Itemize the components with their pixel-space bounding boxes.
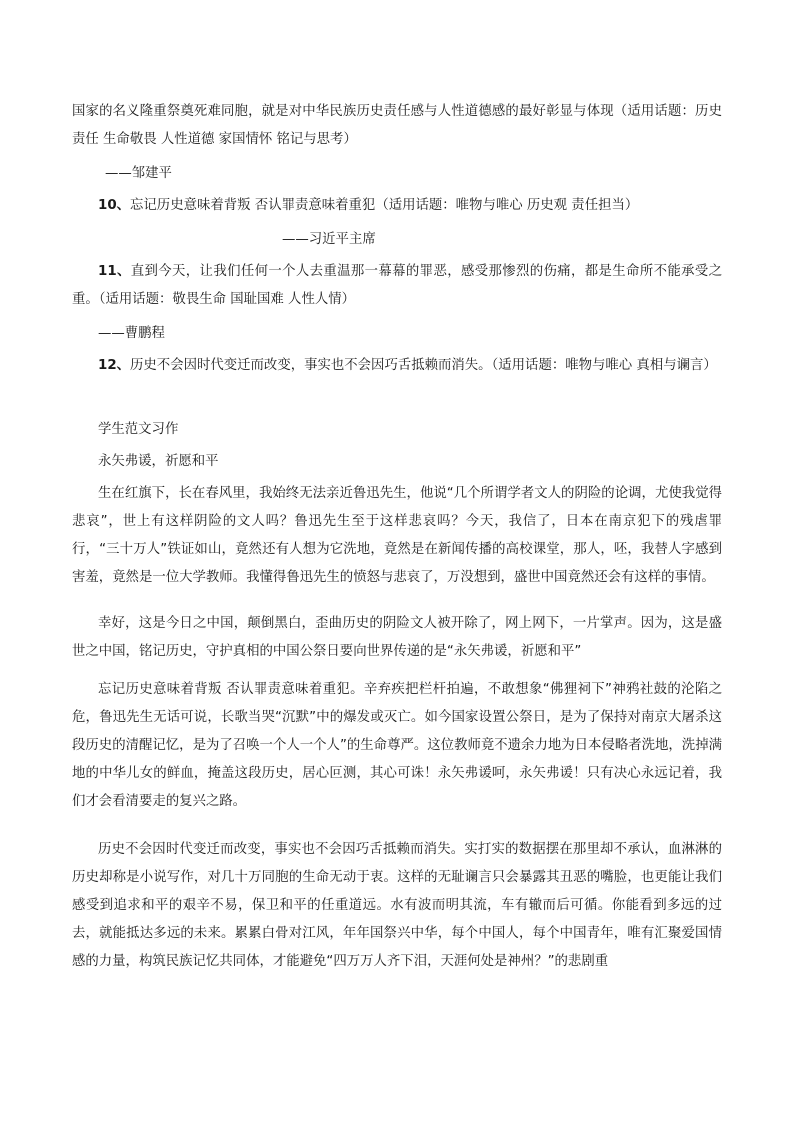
quote-11-number: 11、	[98, 264, 131, 279]
quote-12-text: 历史不会因时代变迁而改变，事实也不会因巧舌抵赖而消失。（适用话题：唯物与唯心 真相与谰言）	[130, 358, 717, 373]
essay-title: 永矢弗谖，祈愿和平	[98, 454, 219, 469]
essay-paragraph-1: 生在红旗下，长在春风里，我始终无法亲近鲁迅先生，他说“几个所谓学者文人的阴险的论调，尤使我觉得悲哀”，世上有这样阴险的文人吗？鲁迅先生至于这样悲哀吗？今天，我信了，日本在南京犯下的残虐罪行，“三十万人”铁证如山，竟然还有人想为它洗地，竟然是在新闻传播的高校课堂，那人，呸，我替人字感到害羞，竟然是一位大学教师。我懂得鲁迅先生的愤怒与悲哀了，万没想到，盛世中国竟然还会有这样的事情。	[72, 486, 722, 585]
quote-12-number: 12、	[98, 358, 131, 373]
quote-10-attribution: ——习近平主席	[282, 232, 376, 247]
quote-10-text: 忘记历史意味着背叛 否认罪责意味着重犯（适用话题：唯物与唯心 历史观 责任担当）	[130, 198, 639, 213]
section-heading: 学生范文习作	[98, 422, 179, 437]
quote-12	[72, 352, 722, 380]
essay-paragraph-3: 忘记历史意味着背叛 否认罪责意味着重犯。辛弃疾把栏杆拍遍，不敢想象“佛狸祠下”神鸦社鼓的沦陷之危，鲁迅先生无话可说，长歌当哭“沉默”中的爆发或灭亡。如今国家设置公祭日，是为了保持对南京大屠杀这段历史的清醒记忆，是为了召唤一个人一个人”的生命尊严。这位教师竟不遗余力地为日本侵略者洗地，洗掉满地的中华儿女的鲜血，掩盖这段历史，居心叵测，其心可诛！永矢弗谖呵，永矢弗谖！只有决心永远记着，我们才会看清要走的复兴之路。	[72, 682, 722, 809]
essay-paragraph-4: 历史不会因时代变迁而改变，事实也不会因巧舌抵赖而消失。实打实的数据摆在那里却不承认，血淋淋的历史却称是小说写作，对几十万同胞的生命无动于衷。这样的无耻谰言只会暴露其丑恶的嘴脸，也更能让我们感受到追求和平的艰辛不易，保卫和平的任重道远。水有波而明其流，车有辙而后可循。你能看到多远的过去，就能抵达多远的未来。累累白骨对江风，年年国祭兴中华，每个中国人，每个中国青年，唯有汇聚爱国情感的力量，构筑民族记忆共同体，才能避免“四万万人齐下泪，天涯何处是神州？”的悲剧重	[72, 842, 722, 969]
quote-11-text: 直到今天，让我们任何一个人去重温那一幕幕的罪恶，感受那惨烈的伤痛，都是生命所不能承受之重。（适用话题：敬畏生命 国耻国难 人性人情）	[72, 264, 722, 307]
quote-9-continuation: 国家的名义隆重祭奠死难同胞，就是对中华民族历史责任感与人性道德感的最好彰显与体现（适用话题：历史责任 生命敬畏 人性道德 家国情怀 铭记与思考）	[72, 104, 722, 147]
quote-11	[72, 258, 722, 314]
essay-paragraph-2: 幸好，这是今日之中国，颠倒黑白，歪曲历史的阴险文人被开除了，网上网下，一片掌声。因为，这是盛世之中国，铭记历史，守护真相的中国公祭日要向世界传递的是“永矢弗谖，祈愿和平”	[72, 616, 722, 659]
quote-9-attribution: ——邹建平	[105, 166, 172, 181]
quote-10-number: 10、	[98, 198, 131, 213]
quote-10	[72, 192, 722, 220]
quote-11-attribution: ——曹鹏程	[98, 326, 165, 341]
